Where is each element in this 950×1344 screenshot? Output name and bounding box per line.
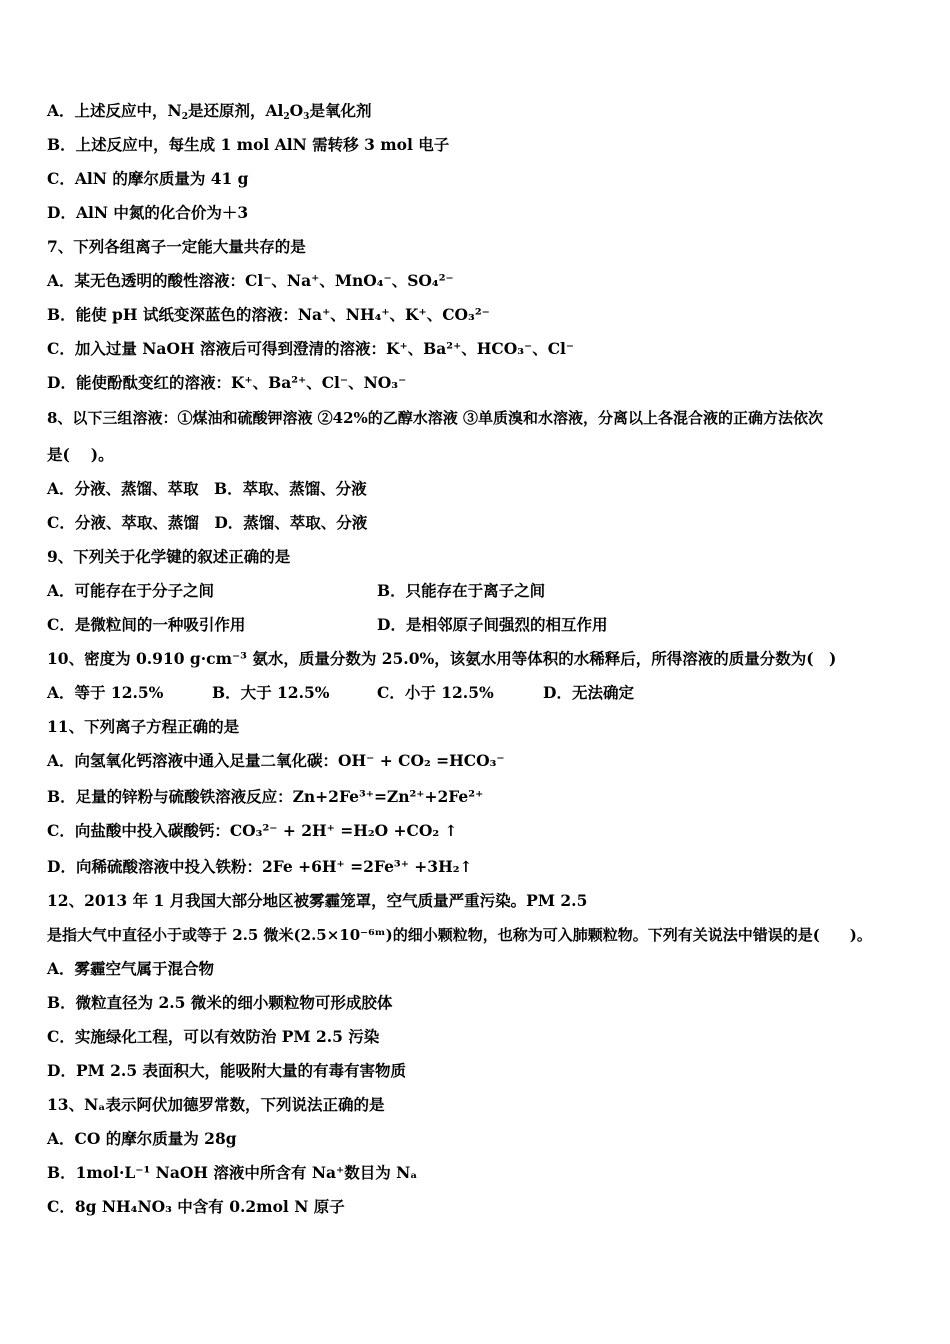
q10-option-a: A．等于 12.5% — [47, 683, 164, 702]
q9-option-a: A．可能存在于分子之间 — [47, 581, 215, 600]
q11-option-a: A．向氢氧化钙溶液中通入足量二氧化碳：OH⁻ + CO₂ =HCO₃⁻ — [47, 751, 505, 770]
q12-stem-line1: 12、2013 年 1 月我国大部分地区被雾霾笼罩，空气质量严重污染。PM 2.5 — [47, 891, 588, 910]
q13-option-a: A．CO 的摩尔质量为 28g — [47, 1129, 237, 1148]
q11-stem: 11、下列离子方程正确的是 — [47, 717, 240, 736]
q12-option-a: A．雾霾空气属于混合物 — [47, 959, 215, 978]
q7-option-c: C．加入过量 NaOH 溶液后可得到澄清的溶液：K⁺、Ba²⁺、HCO₃⁻、Cl⁻ — [47, 339, 575, 358]
q6-option-b: B．上述反应中，每生成 1 mol AlN 需转移 3 mol 电子 — [47, 135, 450, 154]
q9-stem: 9、下列关于化学键的叙述正确的是 — [47, 547, 291, 566]
q10-option-d: D．无法确定 — [543, 683, 634, 702]
q12-stem-line2: 是指大气中直径小于或等于 2.5 微米(2.5×10⁻⁶ᵐ)的细小颗粒物，也称为可入肺颗粒物。下列有关说法中错误的是( )。 — [47, 926, 872, 944]
q8-stem-line1: 8、以下三组溶液：①煤油和硫酸钾溶液 ②42%的乙醇水溶液 ③单质溴和水溶液，分离以上各混合液的正确方法依次 — [47, 409, 824, 427]
q13-stem: 13、Nₐ表示阿伏加德罗常数，下列说法正确的是 — [47, 1095, 385, 1114]
q13-option-b: B．1mol·L⁻¹ NaOH 溶液中所含有 Na⁺数目为 Nₐ — [47, 1163, 418, 1182]
q10-option-c: C．小于 12.5% — [377, 683, 494, 702]
q8-stem-line2: 是( )。 — [47, 445, 114, 464]
q13-option-c: C．8g NH₄NO₃ 中含有 0.2mol N 原子 — [47, 1197, 345, 1216]
q10-stem: 10、密度为 0.910 g·cm⁻³ 氨水，质量分数为 25.0%，该氨水用等体积的水稀释后，所得溶液的质量分数为( ) — [47, 649, 837, 668]
q11-option-c: C．向盐酸中投入碳酸钙：CO₃²⁻ + 2H⁺ =H₂O +CO₂ ↑ — [47, 821, 458, 840]
q6-option-c: C．AlN 的摩尔质量为 41 g — [47, 169, 249, 188]
q9-option-b: B．只能存在于离子之间 — [377, 581, 546, 600]
q7-option-a: A．某无色透明的酸性溶液：Cl⁻、Na⁺、MnO₄⁻、SO₄²⁻ — [47, 271, 454, 290]
q7-option-b: B．能使 pH 试纸变深蓝色的溶液：Na⁺、NH₄⁺、K⁺、CO₃²⁻ — [47, 305, 490, 324]
q11-option-b: B．足量的锌粉与硫酸铁溶液反应：Zn+2Fe³⁺=Zn²⁺+2Fe²⁺ — [47, 787, 484, 806]
q9-option-d: D．是相邻原子间强烈的相互作用 — [377, 615, 608, 634]
q12-option-d: D．PM 2.5 表面积大，能吸附大量的有毒有害物质 — [47, 1061, 407, 1080]
q12-option-c: C．实施绿化工程，可以有效防治 PM 2.5 污染 — [47, 1027, 380, 1046]
q8-options-ab: A．分液、蒸馏、萃取 B．萃取、蒸馏、分液 — [47, 479, 367, 498]
q7-option-d: D．能使酚酞变红的溶液：K⁺、Ba²⁺、Cl⁻、NO₃⁻ — [47, 373, 407, 392]
q10-option-b: B．大于 12.5% — [212, 683, 330, 702]
q6-option-a: A．上述反应中，$N_2$是还原剂，$Al_2O_3$是氧化剂 — [47, 101, 372, 122]
q11-option-d: D．向稀硫酸溶液中投入铁粉：2Fe +6H⁺ =2Fe³⁺ +3H₂↑ — [47, 857, 473, 876]
q9-option-c: C．是微粒间的一种吸引作用 — [47, 615, 246, 634]
q6-option-d: D．AlN 中氮的化合价为＋3 — [47, 203, 249, 222]
q7-stem: 7、下列各组离子一定能大量共存的是 — [47, 237, 306, 256]
q12-option-b: B．微粒直径为 2.5 微米的细小颗粒物可形成胶体 — [47, 993, 393, 1012]
q8-options-cd: C．分液、萃取、蒸馏 D．蒸馏、萃取、分液 — [47, 513, 368, 532]
